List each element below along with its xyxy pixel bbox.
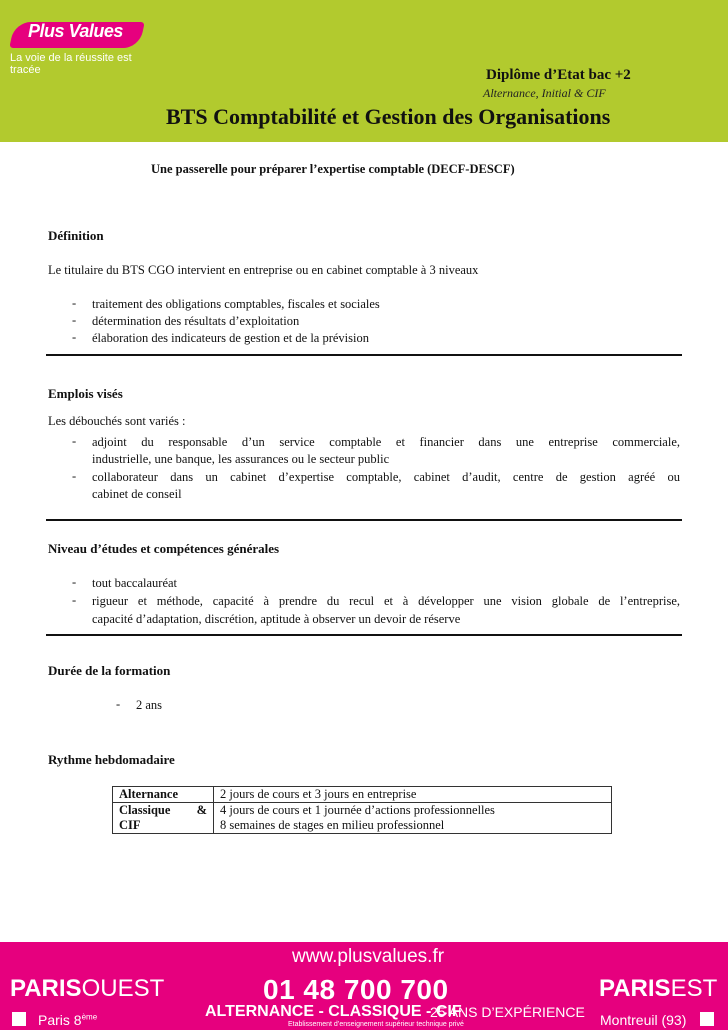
- campus-bold: PARIS: [599, 975, 671, 1002]
- section-title-rythme: Rythme hebdomadaire: [48, 752, 175, 767]
- campus-bold: PARIS: [10, 975, 82, 1002]
- footer-formats: ALTERNANCE - CLASSIQUE - CIF: [205, 1003, 462, 1020]
- location-square-icon: [700, 1012, 714, 1026]
- table-row: [113, 787, 612, 803]
- logo-text: Plus Values: [28, 21, 123, 41]
- table-cell-label: Alternance: [113, 787, 214, 803]
- emplois-item-line: cabinet de conseil: [92, 487, 182, 501]
- page-title: BTS Comptabilité et Gestion des Organisations: [166, 104, 611, 129]
- campus-light: OUEST: [81, 975, 165, 1002]
- section-divider: [46, 634, 682, 636]
- label-line: CIF: [119, 818, 141, 832]
- location-text: Paris 8: [38, 1012, 82, 1028]
- table-cell-value: 2 jours de cours et 3 jours en entreprise: [214, 787, 612, 803]
- emplois-intro: Les débouchés sont variés :: [48, 414, 186, 428]
- footer-experience: 25 ANS D’EXPÉRIENCE: [430, 1004, 585, 1020]
- plusvalues-logo: [0, 0, 160, 76]
- emplois-item-line: industrielle, une banque, les assurances ou le secteur public: [92, 452, 390, 466]
- section-title-emplois: Emplois visés: [48, 386, 123, 401]
- bullet-dash: -: [72, 469, 77, 483]
- section-divider: [46, 354, 682, 356]
- footer-campus-ouest-location: [38, 1012, 97, 1028]
- label-part: Classique: [119, 803, 171, 817]
- location-sup: ème: [81, 1012, 98, 1022]
- footer-campus-est-location: Montreuil (93): [600, 1012, 687, 1028]
- footer-url[interactable]: www.plusvalues.fr: [292, 946, 445, 967]
- bullet-dash: -: [72, 575, 77, 589]
- footer-phone: 01 48 700 700: [263, 974, 449, 1005]
- bullet-dash: -: [72, 593, 77, 607]
- footer-campus-ouest: [10, 975, 164, 1003]
- diploma-modes: Alternance, Initial & CIF: [483, 86, 606, 100]
- footer-establishment: Etablissement d’enseignement supérieur technique privé: [288, 1021, 464, 1028]
- campus-light: EST: [670, 975, 718, 1002]
- label-amp: &: [196, 803, 207, 817]
- niveau-item-line: capacité d’adaptation, discrétion, aptitude à observer un devoir de réserve: [92, 612, 461, 626]
- emplois-item-line: collaborateur dans un cabinet d’expertise comptable, cabinet d’audit, centre de gestion agréé ou: [92, 470, 680, 484]
- value-line: 8 semaines de stages en milieu professionnel: [220, 818, 445, 832]
- niveau-item: tout baccalauréat: [92, 576, 178, 590]
- section-title-duree: Durée de la formation: [48, 663, 171, 678]
- table-row: [113, 803, 612, 834]
- value-line: 4 jours de cours et 1 journée d’actions professionnelles: [220, 803, 495, 817]
- label-line: [119, 803, 207, 818]
- duree-item: 2 ans: [136, 698, 163, 712]
- page-subtitle: Une passerelle pour préparer l’expertise comptable (DECF-DESCF): [151, 162, 515, 176]
- definition-item: élaboration des indicateurs de gestion et de la prévision: [92, 331, 369, 345]
- niveau-item-line: rigueur et méthode, capacité à prendre du recul et à développer une vision globale de l’entreprise,: [92, 594, 680, 608]
- bullet-dash: -: [116, 697, 121, 711]
- diploma-level: Diplôme d’Etat bac +2: [486, 67, 631, 83]
- rythme-table: [112, 786, 612, 834]
- table-cell-value: [214, 803, 612, 834]
- section-title-definition: Définition: [48, 228, 104, 243]
- bullet-dash: -: [72, 313, 77, 327]
- bullet-dash: -: [72, 330, 77, 344]
- bullet-dash: -: [72, 434, 77, 448]
- footer-campus-est: [599, 975, 717, 1003]
- definition-intro: Le titulaire du BTS CGO intervient en entreprise ou en cabinet comptable à 3 niveaux: [48, 263, 479, 277]
- definition-item: détermination des résultats d’exploitation: [92, 314, 300, 328]
- bullet-dash: -: [72, 296, 77, 310]
- definition-item: traitement des obligations comptables, fiscales et sociales: [92, 297, 380, 311]
- location-square-icon: [12, 1012, 26, 1026]
- table-cell-label: [113, 803, 214, 834]
- emplois-item-line: adjoint du responsable d’un service comptable et financier dans une entreprise commerciale,: [92, 435, 680, 449]
- section-title-niveau: Niveau d’études et compétences générales: [48, 541, 280, 556]
- logo-tagline: La voie de la réussite est tracée: [10, 52, 132, 76]
- section-divider: [46, 519, 682, 521]
